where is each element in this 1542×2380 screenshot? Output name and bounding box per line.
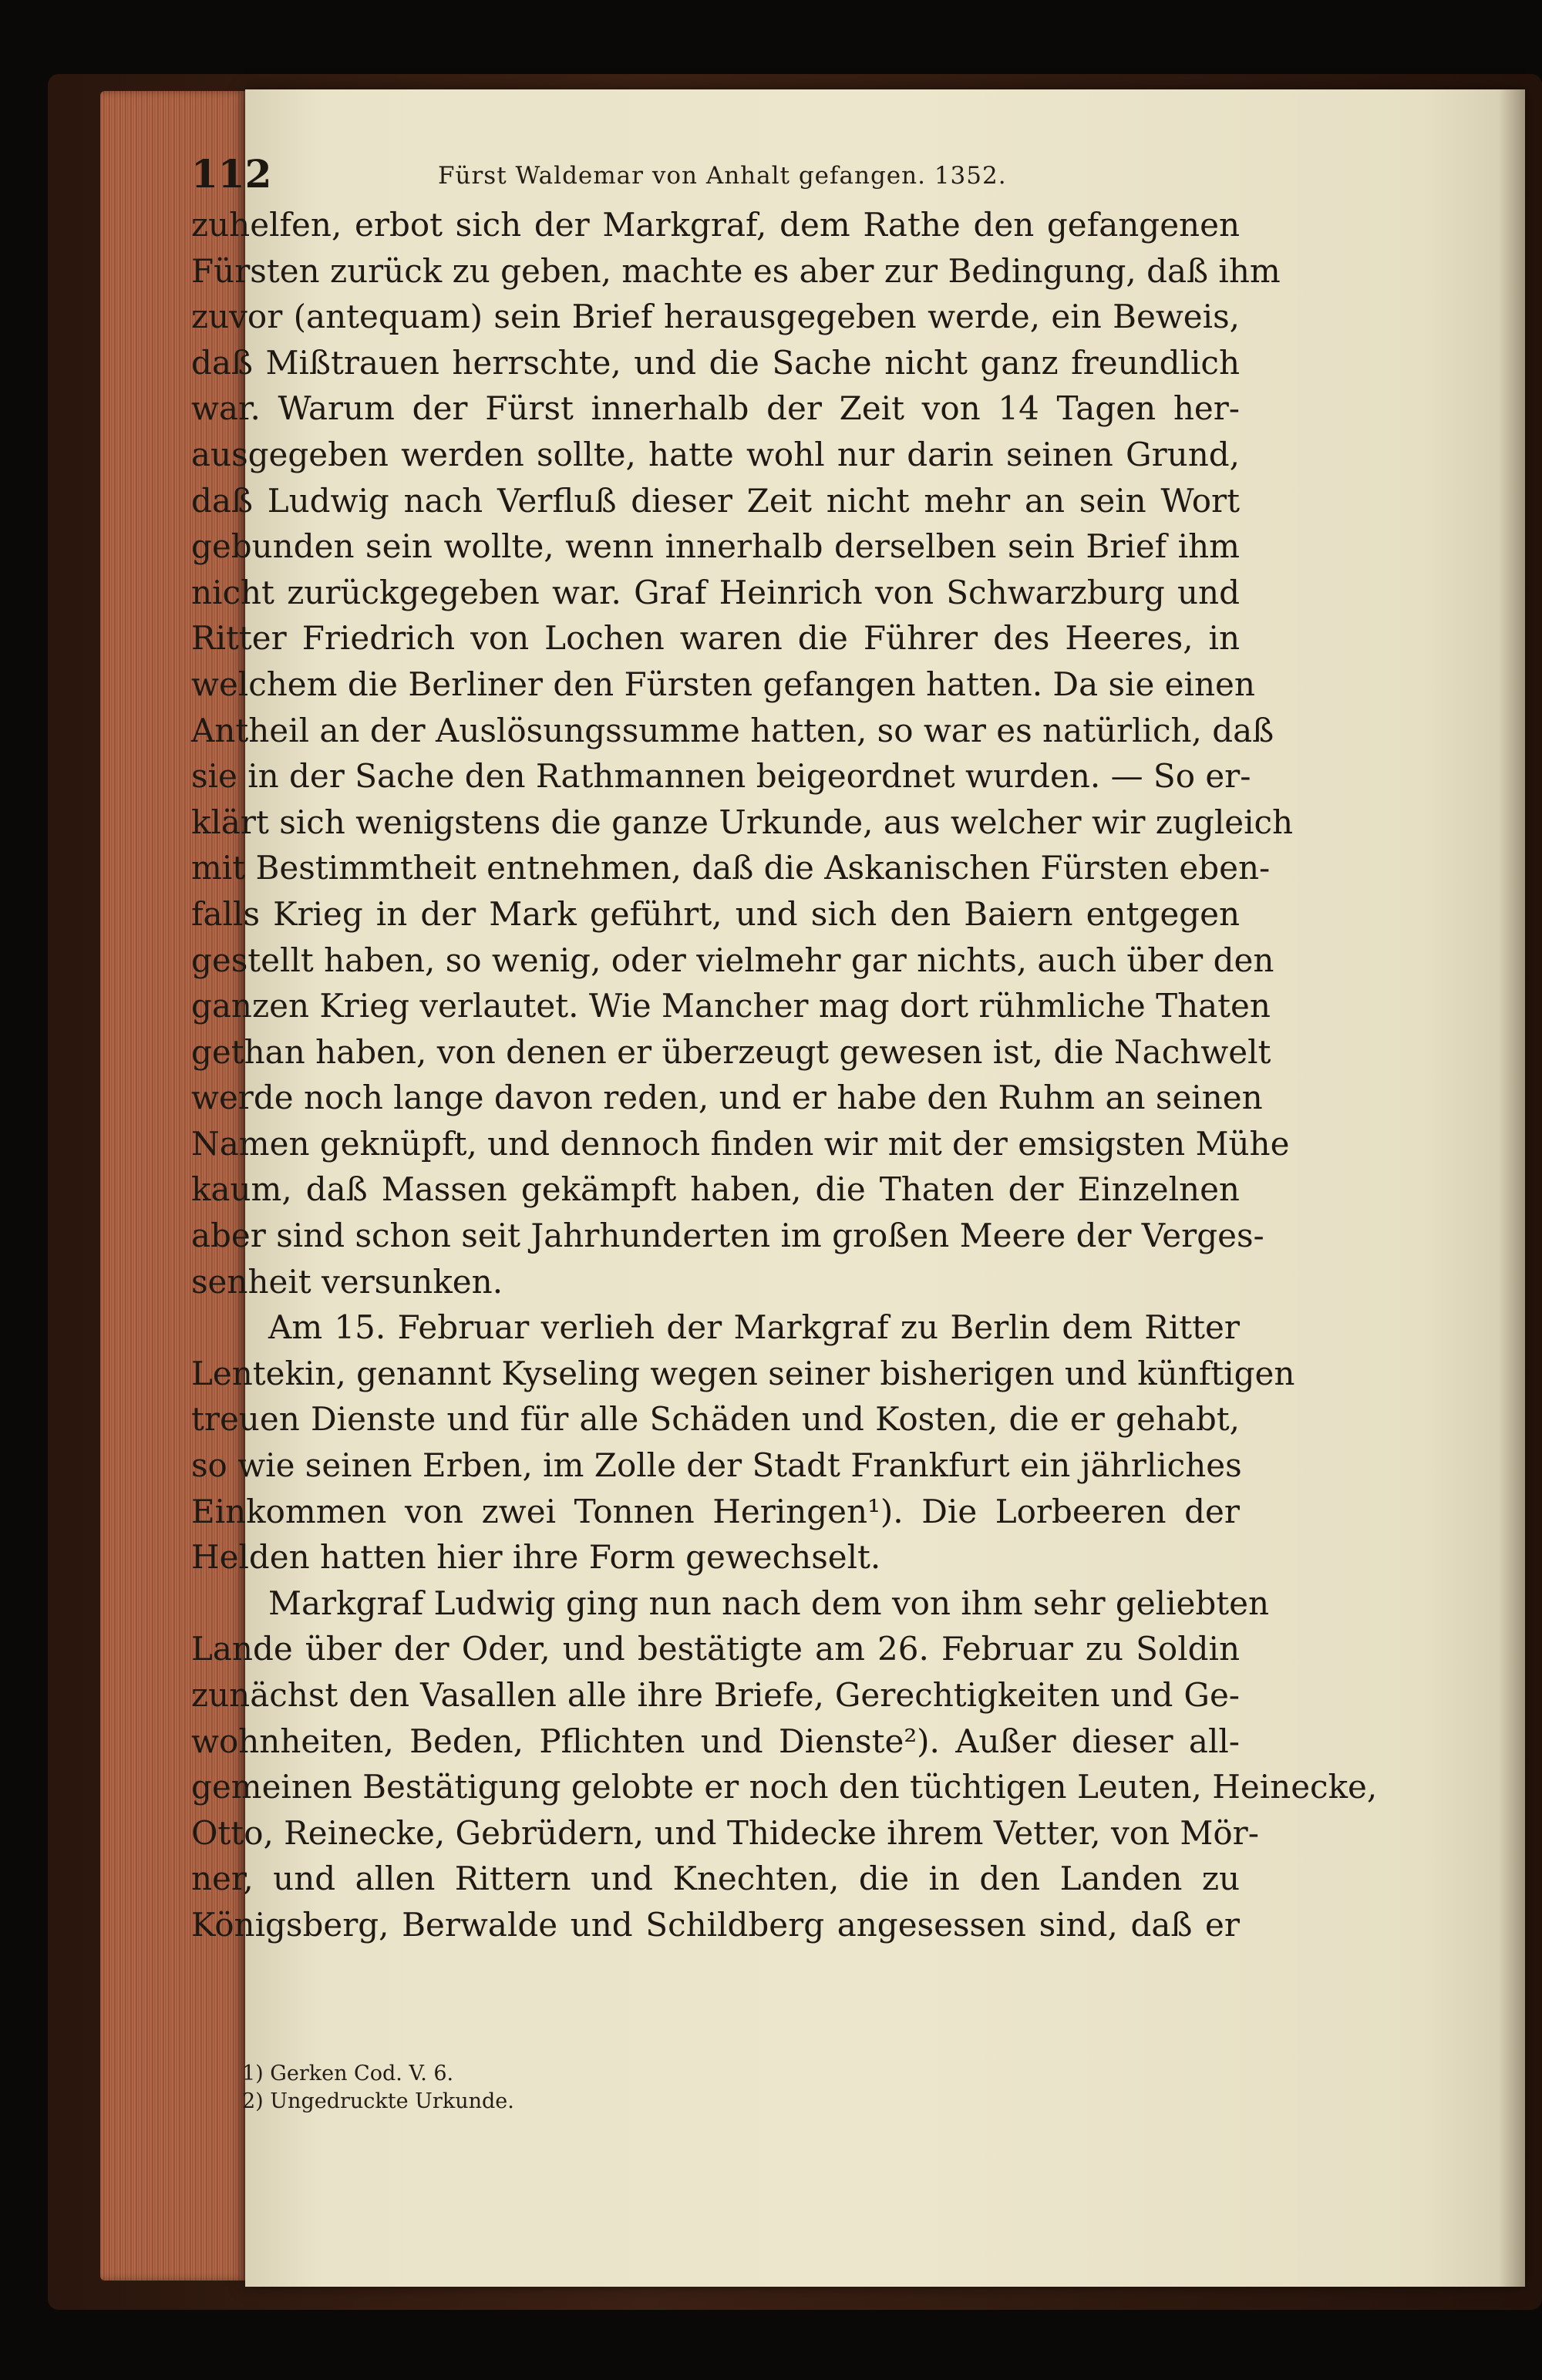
text-line: Helden hatten hier ihre Form gewechselt.: [191, 1538, 881, 1577]
text-line: daß Ludwig nach Verfluß dieser Zeit nicht mehr an sein Wort: [191, 481, 1240, 520]
text-line: Markgraf Ludwig ging nun nach dem von ihm sehr geliebten: [268, 1584, 1270, 1622]
page-gutter: [1499, 89, 1525, 2287]
text-line: sie in der Sache den Rathmannen beigeordnet wurden. — So er-: [191, 757, 1251, 796]
text-line: Namen geknüpft, und dennoch finden wir mit der emsigsten Mühe: [191, 1124, 1290, 1163]
text-line: Otto, Reinecke, Gebrüdern, und Thidecke ihrem Vetter, von Mör-: [191, 1813, 1259, 1852]
text-line: nicht zurückgegeben war. Graf Heinrich von Schwarzburg und: [191, 573, 1240, 611]
text-line: gestellt haben, so wenig, oder vielmehr gar nichts, auch über den: [191, 941, 1274, 979]
footnote: 1) Gerken Cod. V. 6.: [242, 2062, 454, 2085]
body-text: [191, 202, 1378, 1948]
text-line: Ritter Friedrich von Lochen waren die Führer des Heeres, in: [191, 619, 1240, 658]
text-line: Königsberg, Berwalde und Schildberg angesessen sind, daß er: [191, 1905, 1240, 1944]
running-head: Fürst Waldemar von Anhalt gefangen. 1352.: [438, 162, 1007, 190]
footnote: 2) Ungedruckte Urkunde.: [242, 2089, 514, 2113]
text-line: war. Warum der Fürst innerhalb der Zeit von 14 Tagen her-: [191, 389, 1240, 428]
text-line: ausgegeben werden sollte, hatte wohl nur darin seinen Grund,: [191, 435, 1240, 473]
text-line: Antheil an der Auslösungssumme hatten, so war es natürlich, daß: [191, 711, 1274, 749]
text-line: zunächst den Vasallen alle ihre Briefe, Gerechtigkeiten und Ge-: [191, 1676, 1240, 1714]
text-line: klärt sich wenigstens die ganze Urkunde, aus welcher wir zugleich: [191, 803, 1294, 841]
text-line: zuvor (antequam) sein Brief herausgegeben werde, ein Beweis,: [191, 298, 1240, 336]
footnotes: [242, 2060, 936, 2116]
text-line: Am 15. Februar verlieh der Markgraf zu Berlin dem Ritter: [268, 1308, 1240, 1347]
text-line: Lande über der Oder, und bestätigte am 26. Februar zu Soldin: [191, 1630, 1240, 1668]
text-line: gethan haben, von denen er überzeugt gewesen ist, die Nachwelt: [191, 1032, 1271, 1071]
text-line: Fürsten zurück zu geben, machte es aber zur Bedingung, daß ihm: [191, 251, 1281, 290]
text-line: senheit versunken.: [191, 1262, 503, 1301]
text-line: kaum, daß Massen gekämpft haben, die Thaten der Einzelnen: [191, 1170, 1240, 1209]
text-line: so wie seinen Erben, im Zolle der Stadt Frankfurt ein jährliches: [191, 1446, 1242, 1485]
text-line: gemeinen Bestätigung gelobte er noch den tüchtigen Leuten, Heinecke,: [191, 1768, 1378, 1806]
text-line: ganzen Krieg verlautet. Wie Mancher mag dort rühmliche Thaten: [191, 987, 1271, 1025]
page-number: 112: [191, 151, 272, 197]
text-line: welchem die Berliner den Fürsten gefangen hatten. Da sie einen: [191, 665, 1255, 703]
text-line: ner, und allen Rittern und Knechten, die in den Landen zu: [191, 1860, 1240, 1898]
text-line: falls Krieg in der Mark geführt, und sich den Baiern entgegen: [191, 894, 1240, 933]
text-line: daß Mißtrauen herrschte, und die Sache nicht ganz freundlich: [191, 343, 1240, 382]
text-line: treuen Dienste und für alle Schäden und Kosten, die er gehabt,: [191, 1400, 1240, 1439]
text-line: zuhelfen, erbot sich der Markgraf, dem Rathe den gefangenen: [191, 206, 1240, 244]
text-line: mit Bestimmtheit entnehmen, daß die Askanischen Fürsten eben-: [191, 849, 1271, 887]
text-line: gebunden sein wollte, wenn innerhalb derselben sein Brief ihm: [191, 527, 1240, 566]
text-line: aber sind schon seit Jahrhunderten im großen Meere der Verges-: [191, 1217, 1264, 1255]
text-line: Einkommen von zwei Tonnen Heringen¹). Die Lorbeeren der: [191, 1492, 1240, 1530]
text-line: wohnheiten, Beden, Pflichten und Dienste²). Außer dieser all-: [191, 1722, 1240, 1760]
text-line: werde noch lange davon reden, und er habe den Ruhm an seinen: [191, 1079, 1263, 1117]
text-line: Lentekin, genannt Kyseling wegen seiner bisherigen und künftigen: [191, 1354, 1295, 1392]
